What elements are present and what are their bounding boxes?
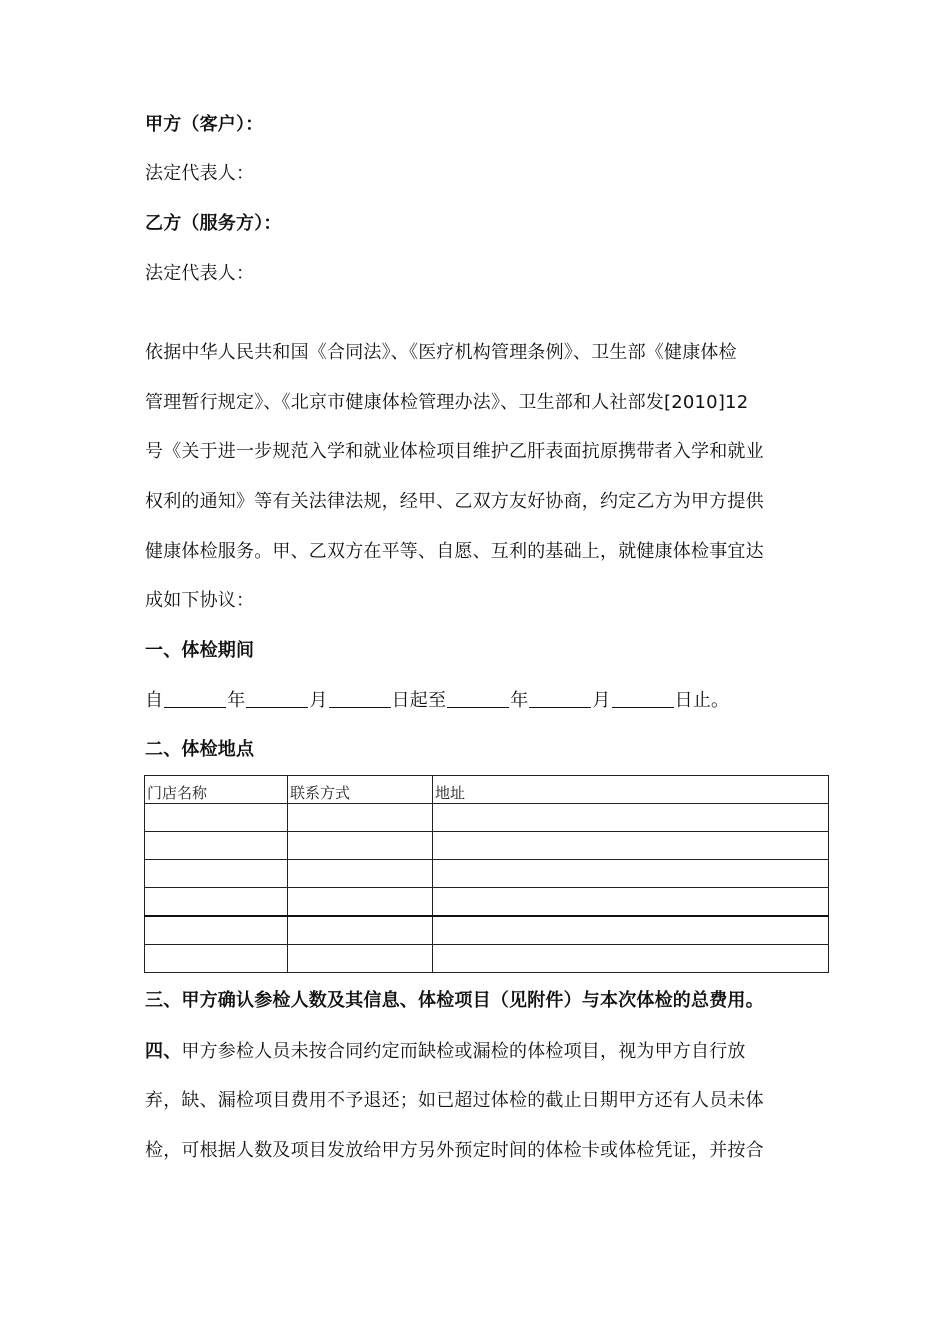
section4-line: 检，可根据人数及项目发放给甲方另外预定时间的体检卡或体检凭证，并按合 <box>145 1140 764 1161</box>
end-day-blank[interactable] <box>612 689 674 708</box>
table-cell[interactable] <box>288 888 433 917</box>
preamble-line: 成如下协议： <box>145 590 255 611</box>
table-cell[interactable] <box>288 860 433 888</box>
start-day-blank[interactable] <box>329 689 391 708</box>
party-b-heading: 乙方（服务方）： <box>145 213 282 234</box>
table-row <box>145 945 829 973</box>
table-cell[interactable] <box>433 860 829 888</box>
start-month-blank[interactable] <box>246 689 308 708</box>
table-cell[interactable] <box>433 832 829 860</box>
table-cell[interactable] <box>288 804 433 832</box>
end-month-blank[interactable] <box>529 689 591 708</box>
table-header-row <box>145 776 829 804</box>
party-a-rep-label: 法定代表人： <box>145 163 255 184</box>
date-month2-label: 月 <box>592 690 611 711</box>
table-cell[interactable] <box>288 945 433 973</box>
section4-line-text: 甲方参检人员未按合同约定而缺检或漏检的体检项目，视为甲方自行放 <box>181 1041 746 1062</box>
start-year-blank[interactable] <box>164 689 226 708</box>
table-cell[interactable] <box>145 804 288 832</box>
preamble-line: 权利的通知》等有关法律法规，经甲、乙双方友好协商，约定乙方为甲方提供 <box>145 491 764 512</box>
preamble-line: 号《关于进一步规范入学和就业体检项目维护乙肝表面抗原携带者入学和就业 <box>145 441 764 462</box>
table-row <box>145 860 829 888</box>
preamble-line: 健康体检服务。甲、乙双方在平等、自愿、互利的基础上，就健康体检事宜达 <box>145 541 764 562</box>
section4-label: 四、 <box>145 1041 182 1062</box>
table-row <box>145 888 829 917</box>
header-store-name: 门店名称 <box>145 776 288 804</box>
table-cell[interactable] <box>433 804 829 832</box>
table-row <box>145 804 829 832</box>
party-b-rep-label: 法定代表人： <box>145 263 255 284</box>
preamble-line: 管理暂行规定》、《北京市健康体检管理办法》、卫生部和人社部发[2010]12 <box>145 392 749 413</box>
date-year2-label: 年 <box>510 690 529 711</box>
inspection-period-line <box>145 689 729 713</box>
preamble-line: 依据中华人民共和国《合同法》、《医疗机构管理条例》、卫生部《健康体检 <box>145 342 737 363</box>
date-from-label: 自 <box>145 690 164 711</box>
party-a-heading: 甲方（客户）： <box>145 114 264 135</box>
table-cell[interactable] <box>288 916 433 945</box>
section2-heading: 二、体检地点 <box>145 739 255 760</box>
section1-heading: 一、体检期间 <box>145 640 255 661</box>
section3-text: 三、甲方确认参检人数及其信息、体检项目（见附件）与本次体检的总费用。 <box>145 990 764 1011</box>
date-day-from-label: 日起至 <box>391 690 447 711</box>
end-year-blank[interactable] <box>447 689 509 708</box>
table-row <box>145 832 829 860</box>
table-cell[interactable] <box>433 888 829 917</box>
section4-line: 弃，缺、漏检项目费用不予退还；如已超过体检的截止日期甲方还有人员未体 <box>145 1090 764 1111</box>
header-contact: 联系方式 <box>288 776 433 804</box>
table-cell[interactable] <box>145 945 288 973</box>
table-cell[interactable] <box>145 916 288 945</box>
location-table <box>144 775 829 973</box>
table-cell[interactable] <box>145 832 288 860</box>
section4-line <box>145 1040 746 1064</box>
table-cell[interactable] <box>145 860 288 888</box>
date-year-label: 年 <box>227 690 246 711</box>
table-row <box>145 916 829 945</box>
table-cell[interactable] <box>433 916 829 945</box>
table-cell[interactable] <box>145 888 288 917</box>
header-address: 地址 <box>433 776 829 804</box>
date-month-label: 月 <box>309 690 328 711</box>
table-cell[interactable] <box>288 832 433 860</box>
date-day-to-label: 日止。 <box>674 690 730 711</box>
table-cell[interactable] <box>433 945 829 973</box>
